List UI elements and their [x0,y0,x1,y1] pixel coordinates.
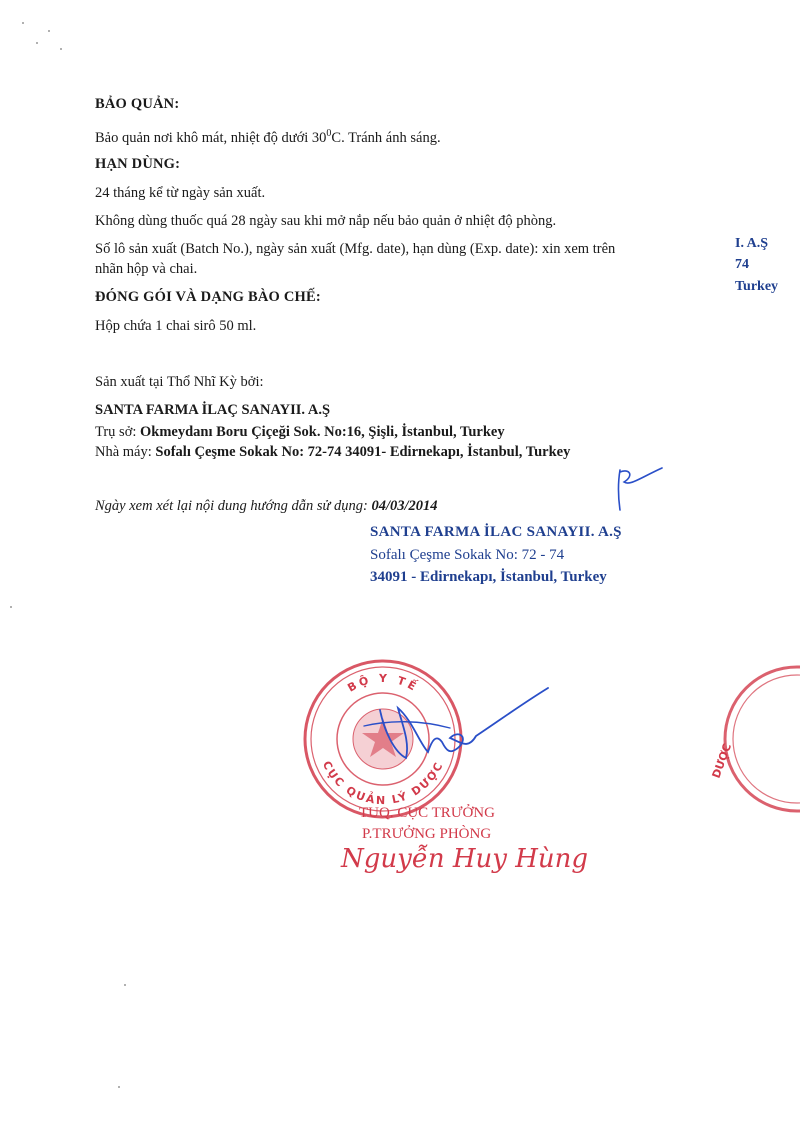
manufacturer-factory-value: Sofalı Çeşme Sokak No: 72-74 34091- Edirnekapı, İstanbul, Turkey [155,444,571,460]
scan-speck [124,984,126,986]
shelf-life-line-1: 24 tháng kể từ ngày sản xuất. [95,185,266,201]
company-stamp-line-3: 34091 - Edirnekapı, İstanbul, Turkey [370,569,607,585]
signer-name: Nguyễn Huy Hùng [341,844,589,874]
seal-top-text: BỘ Y TẾ [345,671,421,695]
storage-text-end: C. Tránh ánh sáng. [331,129,441,146]
manufacturer-hq-value: Okmeydanı Boru Çiçeği Sok. No:16, Şişli, İstanbul, Turkey [140,424,505,440]
scan-speck [48,30,50,32]
storage-text [95,125,441,147]
shelf-life-line-3a: Số lô sản xuất (Batch No.), ngày sản xuất (Mfg. date), hạn dùng (Exp. date): xin xem trên [95,241,616,257]
signature-title-2: P.TRƯỞNG PHÒNG [362,826,492,842]
initials-mark [600,462,670,514]
signature-title-1: TUQ. CỤC TRƯỞNG [359,805,495,821]
right-stamp-line-1: I. A.Ş [735,236,769,251]
scan-speck [10,606,12,608]
packaging-heading: ĐÓNG GÓI VÀ DẠNG BÀO CHẾ: [95,289,321,305]
seal-ring-text: CỤC QUẢN LÝ DƯỢC [319,758,447,808]
shelf-life-line-2: Không dùng thuốc quá 28 ngày sau khi mở nắp nếu bảo quản ở nhiệt độ phòng. [95,213,557,229]
company-stamp-line-1: SANTA FARMA İLAC SANAYII. A.Ş [370,524,622,540]
manufacturer-name: SANTA FARMA İLAÇ SANAYII. A.Ş [95,402,331,418]
shelf-life-line-3b: nhãn hộp và chai. [95,261,198,277]
scan-speck [118,1086,120,1088]
scan-speck [60,48,62,50]
seal-fragment-text: DƯỢC [709,741,735,781]
company-stamp-line-2: Sofalı Çeşme Sokak No: 72 - 74 [370,547,565,563]
review-date-label: Ngày xem xét lại nội dung hướng dẫn sử dụng: [95,498,372,514]
shelf-life-heading: HẠN DÙNG: [95,156,181,172]
storage-text-main: Bảo quản nơi khô mát, nhiệt độ dưới 30 [95,129,327,146]
review-date-line [95,497,438,515]
manufacturer-intro: Sản xuất tại Thổ Nhĩ Kỳ bởi: [95,374,264,390]
manufacturer-factory [95,443,570,461]
scan-speck [36,42,38,44]
review-date-value: 04/03/2014 [371,498,438,514]
storage-heading: BẢO QUẢN: [95,96,180,112]
manufacturer-hq [95,423,505,441]
packaging-line-1: Hộp chứa 1 chai sirô 50 ml. [95,318,257,334]
storage-text-superscript: 0 [326,128,332,139]
right-stamp-line-3: Turkey [735,279,779,294]
signature-scribble [350,680,550,790]
scan-speck [22,22,24,24]
manufacturer-factory-label: Nhà máy: [95,444,156,460]
manufacturer-hq-label: Trụ sở: [95,424,141,440]
right-stamp-line-2: 74 [735,257,749,272]
seal-fragment-right [705,664,800,814]
